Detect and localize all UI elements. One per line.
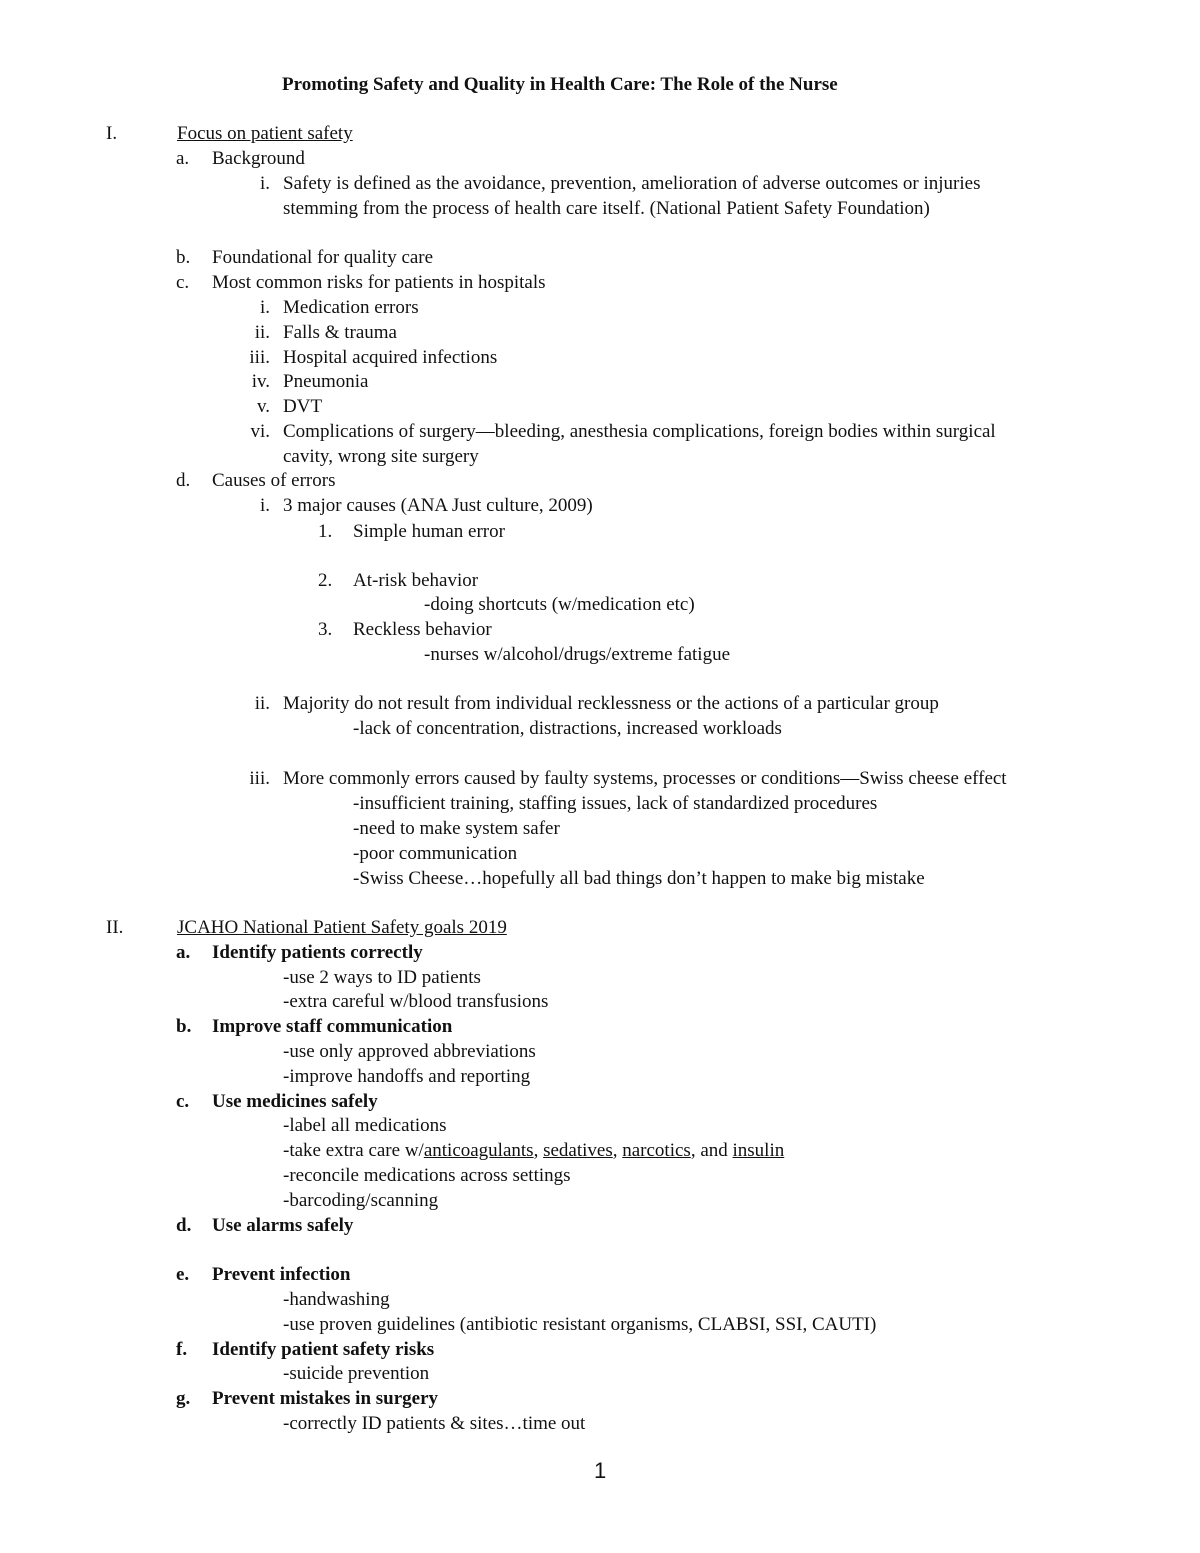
item-1d-label: d. — [176, 470, 191, 491]
section-2-number: II. — [106, 917, 124, 938]
item-1d-i-label: i. — [259, 495, 270, 516]
goal-c-note-1: -label all medications — [283, 1115, 447, 1136]
goal-c-label: c. — [176, 1091, 190, 1112]
care-separator-3: , and — [690, 1140, 733, 1161]
goal-c-note-4: -barcoding/scanning — [283, 1190, 439, 1211]
goal-a-label: a. — [176, 942, 191, 963]
risk-5-label: v. — [256, 396, 270, 417]
item-1a-i-line1: Safety is defined as the avoidance, prevention, amelioration of adverse outcomes or injuries — [283, 173, 981, 194]
risk-4-text: Pneumonia — [283, 371, 369, 392]
risk-1-label: i. — [259, 297, 270, 318]
goal-c-note-3: -reconcile medications across settings — [283, 1165, 571, 1186]
risk-2-label: ii. — [254, 322, 270, 343]
drug-insulin: insulin — [732, 1140, 785, 1161]
risk-6-label: vi. — [250, 421, 270, 442]
section-2-heading: JCAHO National Patient Safety goals 2019 — [177, 917, 507, 938]
goal-e-note-1: -handwashing — [283, 1289, 390, 1310]
item-1a-label: a. — [176, 148, 190, 169]
item-1a-i-label: i. — [259, 173, 270, 194]
goal-c-text: Use medicines safely — [212, 1091, 378, 1112]
risk-3-text: Hospital acquired infections — [283, 347, 498, 368]
page-title: Promoting Safety and Quality in Health Care: The Role of the Nurse — [282, 74, 838, 95]
cause-2-text: At-risk behavior — [353, 570, 479, 591]
goal-e-text: Prevent infection — [212, 1264, 351, 1285]
goal-b-label: b. — [176, 1016, 192, 1037]
goal-b-text: Improve staff communication — [212, 1016, 453, 1037]
goal-d-label: d. — [176, 1215, 192, 1236]
goal-g-text: Prevent mistakes in surgery — [212, 1388, 439, 1409]
cause-2-label: 2. — [318, 570, 333, 591]
goal-c-note-2 — [283, 1139, 784, 1163]
cause-3-note: -nurses w/alcohol/drugs/extreme fatigue — [424, 644, 731, 665]
drug-anticoagulants: anticoagulants — [423, 1140, 534, 1161]
section-1-number: I. — [106, 123, 118, 144]
item-1d-iii-note-4: -Swiss Cheese…hopefully all bad things don’t happen to make big mistake — [353, 868, 925, 889]
goal-a-note-2: -extra careful w/blood transfusions — [283, 991, 549, 1012]
risk-6-continuation: cavity, wrong site surgery — [283, 446, 479, 467]
care-prefix: -take extra care w/ — [283, 1140, 424, 1161]
goal-e-label: e. — [176, 1264, 190, 1285]
section-1-heading: Focus on patient safety — [177, 123, 353, 144]
goal-e-note-2: -use proven guidelines (antibiotic resistant organisms, CLABSI, SSI, CAUTI) — [283, 1314, 877, 1335]
item-1a-i-line2: stemming from the process of health care itself. (National Patient Safety Foundation) — [283, 198, 930, 219]
item-1d-ii-note: -lack of concentration, distractions, increased workloads — [353, 718, 782, 739]
item-1c-label: c. — [176, 272, 190, 293]
item-1c-text: Most common risks for patients in hospitals — [212, 272, 546, 293]
item-1d-i-text: 3 major causes (ANA Just culture, 2009) — [283, 495, 593, 516]
item-1a-text: Background — [212, 148, 305, 169]
goal-b-note-1: -use only approved abbreviations — [283, 1041, 536, 1062]
page-number: 1 — [594, 1458, 607, 1483]
cause-2-note: -doing shortcuts (w/medication etc) — [424, 594, 695, 615]
risk-1-text: Medication errors — [283, 297, 419, 318]
cause-3-text: Reckless behavior — [353, 619, 492, 640]
cause-1-label: 1. — [318, 521, 333, 542]
care-separator-2: , — [612, 1140, 623, 1161]
item-1b-text: Foundational for quality care — [212, 247, 434, 268]
goal-a-note-1: -use 2 ways to ID patients — [283, 967, 481, 988]
goal-g-note-1: -correctly ID patients & sites…time out — [283, 1413, 586, 1434]
care-separator-1: , — [533, 1140, 544, 1161]
goal-f-text: Identify patient safety risks — [212, 1339, 435, 1360]
goal-f-label: f. — [176, 1339, 188, 1360]
risk-5-text: DVT — [283, 396, 323, 417]
item-1d-iii-note-2: -need to make system safer — [353, 818, 560, 839]
risk-2-text: Falls & trauma — [283, 322, 397, 343]
cause-1-text: Simple human error — [353, 521, 505, 542]
item-1d-iii-text: More commonly errors caused by faulty systems, processes or conditions—Swiss cheese effect — [283, 768, 1007, 789]
goal-d-text: Use alarms safely — [212, 1215, 354, 1236]
risk-6-text: Complications of surgery—bleeding, anesthesia complications, foreign bodies within surgical — [283, 421, 996, 442]
goal-a-text: Identify patients correctly — [212, 942, 423, 963]
item-1d-text: Causes of errors — [212, 470, 336, 491]
goal-b-note-2: -improve handoffs and reporting — [283, 1066, 531, 1087]
item-1d-ii-text: Majority do not result from individual recklessness or the actions of a particular group — [283, 693, 939, 714]
drug-sedatives: sedatives — [543, 1140, 613, 1161]
drug-narcotics: narcotics — [622, 1140, 691, 1161]
goal-g-label: g. — [176, 1388, 191, 1409]
risk-4-label: iv. — [251, 371, 270, 392]
item-1d-ii-label: ii. — [254, 693, 270, 714]
item-1d-iii-label: iii. — [249, 768, 270, 789]
goal-f-note-1: -suicide prevention — [283, 1363, 430, 1384]
cause-3-label: 3. — [318, 619, 333, 640]
item-1d-iii-note-3: -poor communication — [353, 843, 518, 864]
risk-3-label: iii. — [249, 347, 270, 368]
item-1d-iii-note-1: -insufficient training, staffing issues, lack of standardized procedures — [353, 793, 878, 814]
item-1b-label: b. — [176, 247, 191, 268]
